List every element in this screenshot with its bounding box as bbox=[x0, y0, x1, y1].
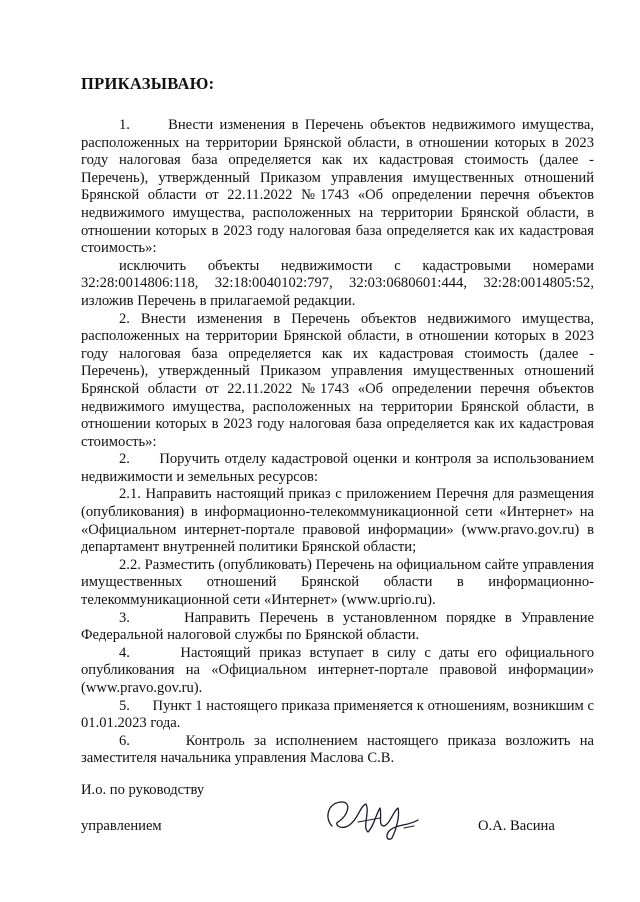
paragraph-2: 2. Внести изменения в Перечень объектов недвижимого имущества, расположенных на территории Брянской области, в отношении которых в 2023 году налоговая база определяется как их кадастровая стоимость (далее - Перечень), утвержденный Приказом управления имущественных отношений Брянской области от 22.11.2022 №1743 «Об определении перечня объектов недвижимого имущества, расположенных на территории Брянской области, в отношении которых в 2023 году налоговая база определяется как их кадастровая стоимость»: bbox=[81, 310, 594, 450]
paragraph-2-instruct: 2. Поручить отделу кадастровой оценки и контроля за использованием недвижимости и земельных ресурсов: bbox=[81, 451, 594, 485]
paragraph-3: 3. Направить Перечень в установленном порядке в Управление Федеральной налоговой службы по Брянской области. bbox=[81, 609, 594, 644]
paragraph-6: 6. Контроль за исполнением настоящего приказа возложить на заместителя начальника управления Маслова С.В. bbox=[81, 732, 594, 767]
signatory-name: О.А. Васина bbox=[478, 818, 555, 834]
paragraph-4: 4. Настоящий приказ вступает в силу с даты его официального опубликования на «Официальном интернет-портале правовой информации» (www.pravo.gov.ru). bbox=[81, 644, 594, 696]
paragraph-1-exclusion: исключить объекты недвижимости с кадастровыми номерами 32:28:0014806:118, 32:18:0040102:797, 32:03:0680601:444, 32:28:0014805:52, изложив Перечень в прилагаемой редакции. bbox=[81, 257, 594, 309]
paragraph-2-1: 2.1. Направить настоящий приказ с приложением Перечня для размещения (опубликования) в информационно-телекоммуникационной сети «Интернет» на «Официальном интернет-портале правовой информации» (www.pravo.gov.ru) в департамент внутренней политики Брянской области; bbox=[81, 486, 594, 556]
order-heading: ПРИКАЗЫВАЮ: bbox=[81, 74, 215, 93]
paragraph-5: 5. Пункт 1 настоящего приказа применяется к отношениям, возникшим с 01.01.2023 года. bbox=[81, 697, 594, 732]
paragraph-1: 1. Внести изменения в Перечень объектов недвижимого имущества, расположенных на территории Брянской области, в отношении которых в 2023 году налоговая база определяется как их кадастровая стоимость (далее - Перечень), утвержденный Приказом управления имущественных отношений Брянской области от 22.11.2022 №1743 «Об определении перечня объектов недвижимого имущества, расположенных на территории Брянской области, в отношении которых в 2023 году налоговая база определяется как их кадастровая стоимость»: bbox=[81, 117, 594, 257]
paragraph-2-2: 2.2. Разместить (опубликовать) Перечень на официальном сайте управления имущественных отношений Брянской области в информационно-телекоммуникационной сети «Интернет» (www.uprio.ru). bbox=[81, 556, 594, 609]
signatory-title-line2: управлением bbox=[81, 818, 162, 834]
signatory-title-line1: И.о. по руководству bbox=[81, 782, 205, 798]
handwritten-signature bbox=[318, 796, 428, 844]
order-body bbox=[81, 117, 594, 768]
